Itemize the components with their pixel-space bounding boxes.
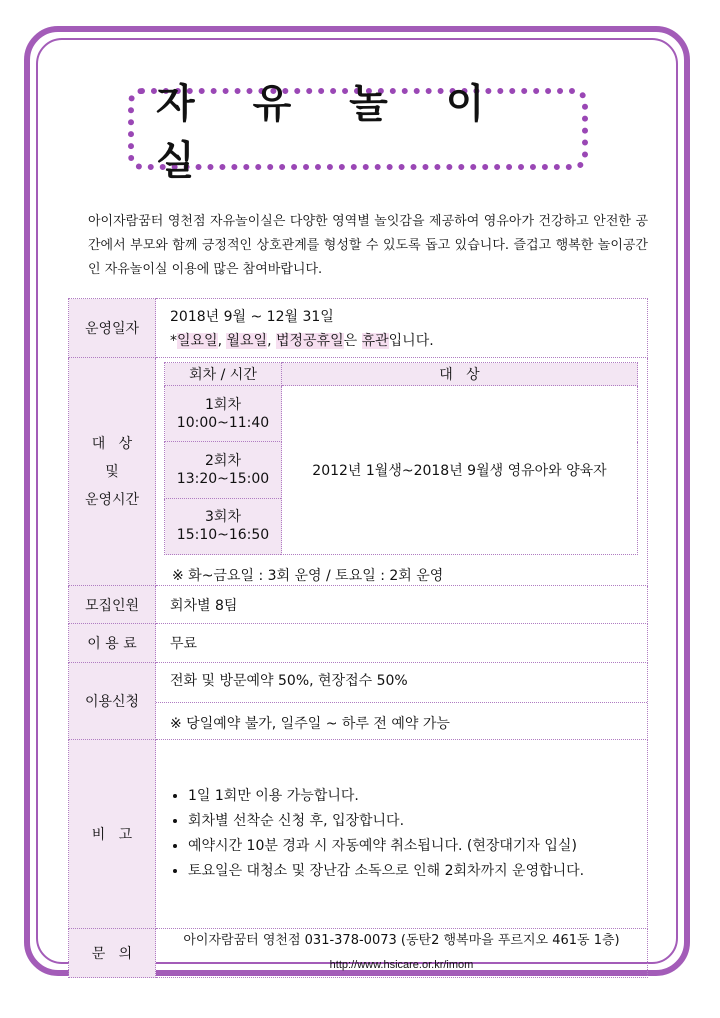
apply-line-2: ※ 당일예약 불가, 일주일 ~ 하루 전 예약 가능 [170,715,450,732]
session-1 [165,386,282,442]
label-schedule-2: 및 [105,463,119,480]
row-capacity [69,586,648,624]
value-apply [156,663,648,740]
label-period: 운영일자 [69,299,156,358]
value-contact [156,929,648,978]
session-2 [165,442,282,498]
contact-line: 아이자람꿈터 영천점 031-378-0073 (동탄2 행복마을 푸르지오 461동 1층) [183,933,620,948]
session-2-time: 13:20~15:00 [176,470,270,487]
label-schedule-3: 운영시간 [84,491,140,508]
intro-paragraph: 아이자람꿈터 영천점 자유놀이실은 다양한 영역별 놀잇감을 제공하여 영유아가 건강하고 안전한 공간에서 부모와 함께 긍정적인 상호관계를 형성할 수 있도록 돕고 있습니다. 즐겁고 행복한 놀이공간인 자유놀이실 이용에 많은 참여바랍니다. [88,214,648,277]
col-target-header: 대 상 [282,363,638,386]
apply-line-1: 전화 및 방문예약 50%, 현장접수 50% [170,672,408,689]
label-apply: 이용신청 [69,663,156,740]
remarks-list [170,784,647,884]
value-fee: 무료 [156,624,648,663]
schedule-table [164,362,638,555]
closed-prefix: * [170,333,177,349]
list-item: • 토요일은 대청소 및 장난감 소독으로 인해 2회차까지 운영합니다. [188,859,647,884]
session-1-time: 10:00~11:40 [176,414,270,431]
page-title: 자 유 놀 이 실 [156,80,507,184]
list-item: • 예약시간 10분 경과 시 자동예약 취소됩니다. (현장대기자 입실) [188,834,647,859]
target-cell: 2012년 1월생~2018년 9월생 영유아와 양육자 [282,386,638,555]
list-item: • 1일 1회만 이용 가능합니다. [188,784,647,809]
title-box [128,80,588,184]
label-remarks: 비 고 [69,740,156,929]
label-fee: 이 용 료 [69,624,156,663]
session-1-name: 1회차 [205,396,241,413]
info-table [68,298,648,978]
session-2-name: 2회차 [205,452,241,469]
list-item: • 회차별 선착순 신청 후, 입장합니다. [188,809,647,834]
closed-suffix: 입니다. [388,333,434,349]
value-remarks [156,740,648,929]
row-fee [69,624,648,663]
period-dates: 2018년 9월 ~ 12월 31일 [170,309,334,325]
row-apply [69,663,648,740]
value-period [156,299,648,358]
row-schedule [69,358,648,586]
schedule-note: ※ 화~금요일 : 3회 운영 / 토요일 : 2회 운영 [172,568,444,584]
session-3-time: 15:10~16:50 [176,527,270,544]
col-session-header: 회차 / 시간 [165,363,282,386]
row-contact [69,929,648,978]
value-capacity: 회차별 8팀 [156,586,648,624]
sep2: , [267,333,276,349]
closed-holiday: 법정공휴일 [275,333,344,349]
closed-mid: 은 [343,333,362,349]
session-3-name: 3회차 [205,509,241,526]
closed-monday: 월요일 [226,333,268,349]
closed-notice [170,330,647,350]
sep1: , [217,333,227,349]
label-schedule-1: 대 상 [91,435,133,452]
label-capacity: 모집인원 [69,586,156,624]
label-contact: 문 의 [69,929,156,978]
closed-word: 휴관 [361,333,389,349]
session-3 [165,498,282,554]
value-schedule [156,358,648,586]
row-remarks [69,740,648,929]
closed-sunday: 일요일 [177,333,218,349]
contact-url-link[interactable]: http://www.hsicare.or.kr/imom [329,959,474,971]
label-schedule [69,358,156,586]
apply-divider [156,702,647,703]
row-period [69,299,648,358]
